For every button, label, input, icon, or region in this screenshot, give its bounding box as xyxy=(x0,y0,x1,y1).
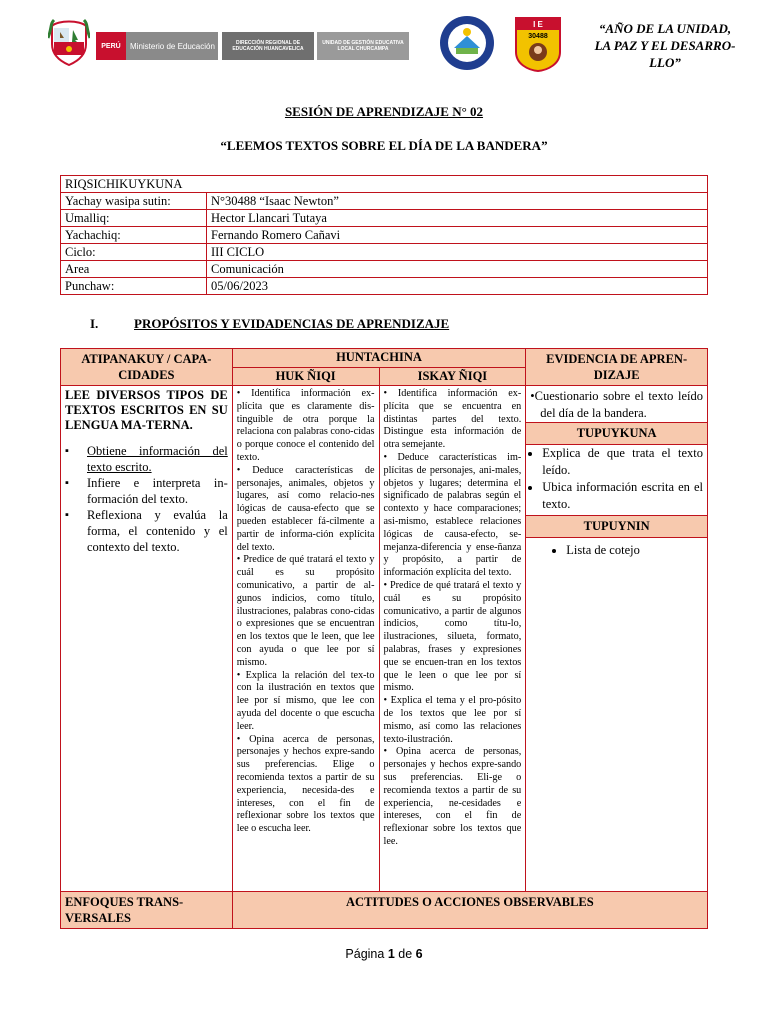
header-huk: HUK ÑIQI xyxy=(232,367,379,386)
ugel-churcampa-seal-icon xyxy=(438,14,496,72)
header-iskay: ISKAY ÑIQI xyxy=(379,367,526,386)
list-item: • Identifica información ex-plícita que es claramente dis-tinguible de otra porque la relaciona con palabras cono-cidas o porque conoce el contenido del texto. xyxy=(236,388,375,463)
competencia-cell xyxy=(61,386,233,892)
purposes-table xyxy=(60,348,708,929)
section-number: I. xyxy=(90,316,99,331)
page-subtitle: “LEEMOS TEXTOS SOBRE EL DÍA DE LA BANDERA” xyxy=(220,138,548,153)
motto-line-1: “AÑO DE LA UNIDAD, xyxy=(598,21,732,36)
list-item: • Explica la relación del tex-to con la ilustración en textos que lee por sí mismo, que lee con ayuda del docente o que escucha leer. xyxy=(236,669,375,732)
info-key: Yachachiq: xyxy=(61,227,207,244)
school-shield-icon xyxy=(514,16,562,72)
list-item: • Identifica información ex-plícita que se encuentra en distintas partes del texto. Distingue esta información de otra semejante. xyxy=(383,388,522,451)
evidencia-cell xyxy=(526,386,708,892)
footer-prefix: Página xyxy=(345,947,388,961)
tupuykuna-list xyxy=(530,445,703,513)
section-heading xyxy=(90,316,449,332)
list-item: • Opina acerca de personas, personajes y hechos expre-sando sus preferencias. Eli-ge o recomienda textos a partir de su experiencia, ne-cesidades e intereses, con el fin de reflexionar sobre los textos que lee. xyxy=(383,746,522,847)
header-enfoques: ENFOQUES TRANS-VERSALES xyxy=(61,892,233,929)
list-item: • Lista de cotejo xyxy=(566,542,703,559)
minedu-logo xyxy=(96,32,218,60)
list-item: • Predice de qué tratará el texto y cuál es su propósito comunicativo, a partir de al-gunos indicios, como título, ilustraciones, palabras cono-cidas o expresiones que se encuentran en los textos que le leen, que lee con ayuda o que lee por sí mismo. xyxy=(236,554,375,668)
ministry-label: Ministerio de Educación xyxy=(126,32,218,60)
footer-total: 6 xyxy=(415,947,423,961)
motto-line-2: LA PAZ Y EL DESARRO- xyxy=(594,38,736,53)
footer-mid: de xyxy=(394,947,416,961)
capacidad-text: Obtiene información del texto escrito. xyxy=(87,444,228,474)
competencia-text: LEE DIVERSOS TIPOS DE TEXTOS ESCRITOS EN SU LENGUA MA-TERNA. xyxy=(65,388,228,432)
info-key: Ciclo: xyxy=(61,244,207,261)
info-value: N°30488 “Isaac Newton” xyxy=(207,193,708,210)
info-value: Comunicación xyxy=(207,261,708,278)
svg-text:I E: I E xyxy=(533,20,543,29)
peru-label: PERÚ xyxy=(96,32,126,60)
ugel-logo-label: UNIDAD DE GESTIÓN EDUCATIVA LOCAL CHURCAMPA xyxy=(317,32,409,60)
table-row xyxy=(61,261,708,278)
dre-logo: DIRECCIÓN REGIONAL DE EDUCACIÓN HUANCAVELICA xyxy=(222,32,314,60)
info-value: Fernando Romero Cañavi xyxy=(207,227,708,244)
page-title: SESIÓN DE APRENDIZAJE N° 02 xyxy=(284,104,484,119)
page-footer xyxy=(0,947,768,961)
year-motto xyxy=(580,20,750,71)
info-key: Area xyxy=(61,261,207,278)
general-info-table xyxy=(60,175,708,295)
info-heading: RIQSICHIKUYKUNA xyxy=(61,176,708,193)
peru-coat-of-arms-icon xyxy=(48,18,90,66)
table-row xyxy=(61,227,708,244)
header-evidencia: EVIDENCIA DE APREN-DIZAJE xyxy=(526,349,708,386)
list-item: • Predice de qué tratará el texto y cuál es su propósito comunicativo, a partir de algunos indicios, como títu-lo, ilustraciones, silueta, formato, palabras, frases y expresiones que se encuen-tran en los textos que le leen o que lee por sí mismo. xyxy=(383,579,522,694)
table-row xyxy=(61,193,708,210)
info-key: Umalliq: xyxy=(61,210,207,227)
header-actitudes: ACTITUDES O ACCIONES OBSERVABLES xyxy=(232,892,707,929)
info-value: III CICLO xyxy=(207,244,708,261)
list-item: • Explica de que trata el texto leído. xyxy=(542,445,703,479)
footer-page: 1 xyxy=(387,947,395,961)
iskay-cell xyxy=(379,386,526,892)
table-row xyxy=(61,278,708,295)
info-value: Hector Llancari Tutaya xyxy=(207,210,708,227)
list-item: • Deduce características im-plícitas de personajes, ani-males, objetos y lugares; determina el significado de palabras según el contexto y hace comparaciones; asi-mismo, establece relaciones lógicas de causa-efecto, se-mejanza-diferencia y ense-ñanza y propósito, a partir de información explícita del texto. xyxy=(383,451,522,579)
table-row xyxy=(61,210,708,227)
capacidades-list xyxy=(65,443,228,555)
list-item: • Explica el tema y el pro-pósito de los textos que lee por sí mismo, así como las relaciones texto-ilustración. xyxy=(383,695,522,745)
evidencia-text: Cuestionario sobre el texto leído del día de la bandera. xyxy=(534,389,703,420)
info-key: Yachay wasipa sutin: xyxy=(61,193,207,210)
list-item xyxy=(87,443,228,475)
header-huntachina: HUNTACHINA xyxy=(232,349,526,368)
list-item: ▪ Infiere e interpreta in-formación del texto. xyxy=(87,475,228,507)
motto-line-3: LLO” xyxy=(649,55,681,70)
tupuynin-list xyxy=(530,542,703,559)
header-capacidades: ATIPANAKUY / CAPA-CIDADES xyxy=(61,349,233,386)
list-item: • Deduce características de personajes, animales, objetos y lugares, así como relacio-nes lógicas de causa-efecto que se pueden establecer fá-cilmente a partir de informa-ción explícita del texto. xyxy=(236,464,375,553)
list-item: ▪ Reflexiona y evalúa la forma, el contenido y el contexto del texto. xyxy=(87,507,228,555)
evidencia-item: •Cuestionario sobre el texto leído del día de la bandera. xyxy=(530,389,703,420)
list-item: • Ubica información escrita en el texto. xyxy=(542,479,703,513)
list-item: • Opina acerca de personas, personajes y hechos expre-sando sus preferencias. Elige o recomienda textos a partir de su experiencia, necesida-des e intereses, con el fin de reflexionar sobre los textos que lee o escucha leer. xyxy=(236,733,375,835)
table-row xyxy=(61,244,708,261)
section-title: PROPÓSITOS Y EVIDADENCIAS DE APRENDIZAJE xyxy=(134,316,450,331)
tupuykuna-header: TUPUYKUNA xyxy=(526,422,707,445)
svg-text:30488: 30488 xyxy=(528,33,548,40)
tupuynin-header: TUPUYNIN xyxy=(526,515,707,538)
info-value: 05/06/2023 xyxy=(207,278,708,295)
huk-cell xyxy=(232,386,379,892)
info-key: Punchaw: xyxy=(61,278,207,295)
